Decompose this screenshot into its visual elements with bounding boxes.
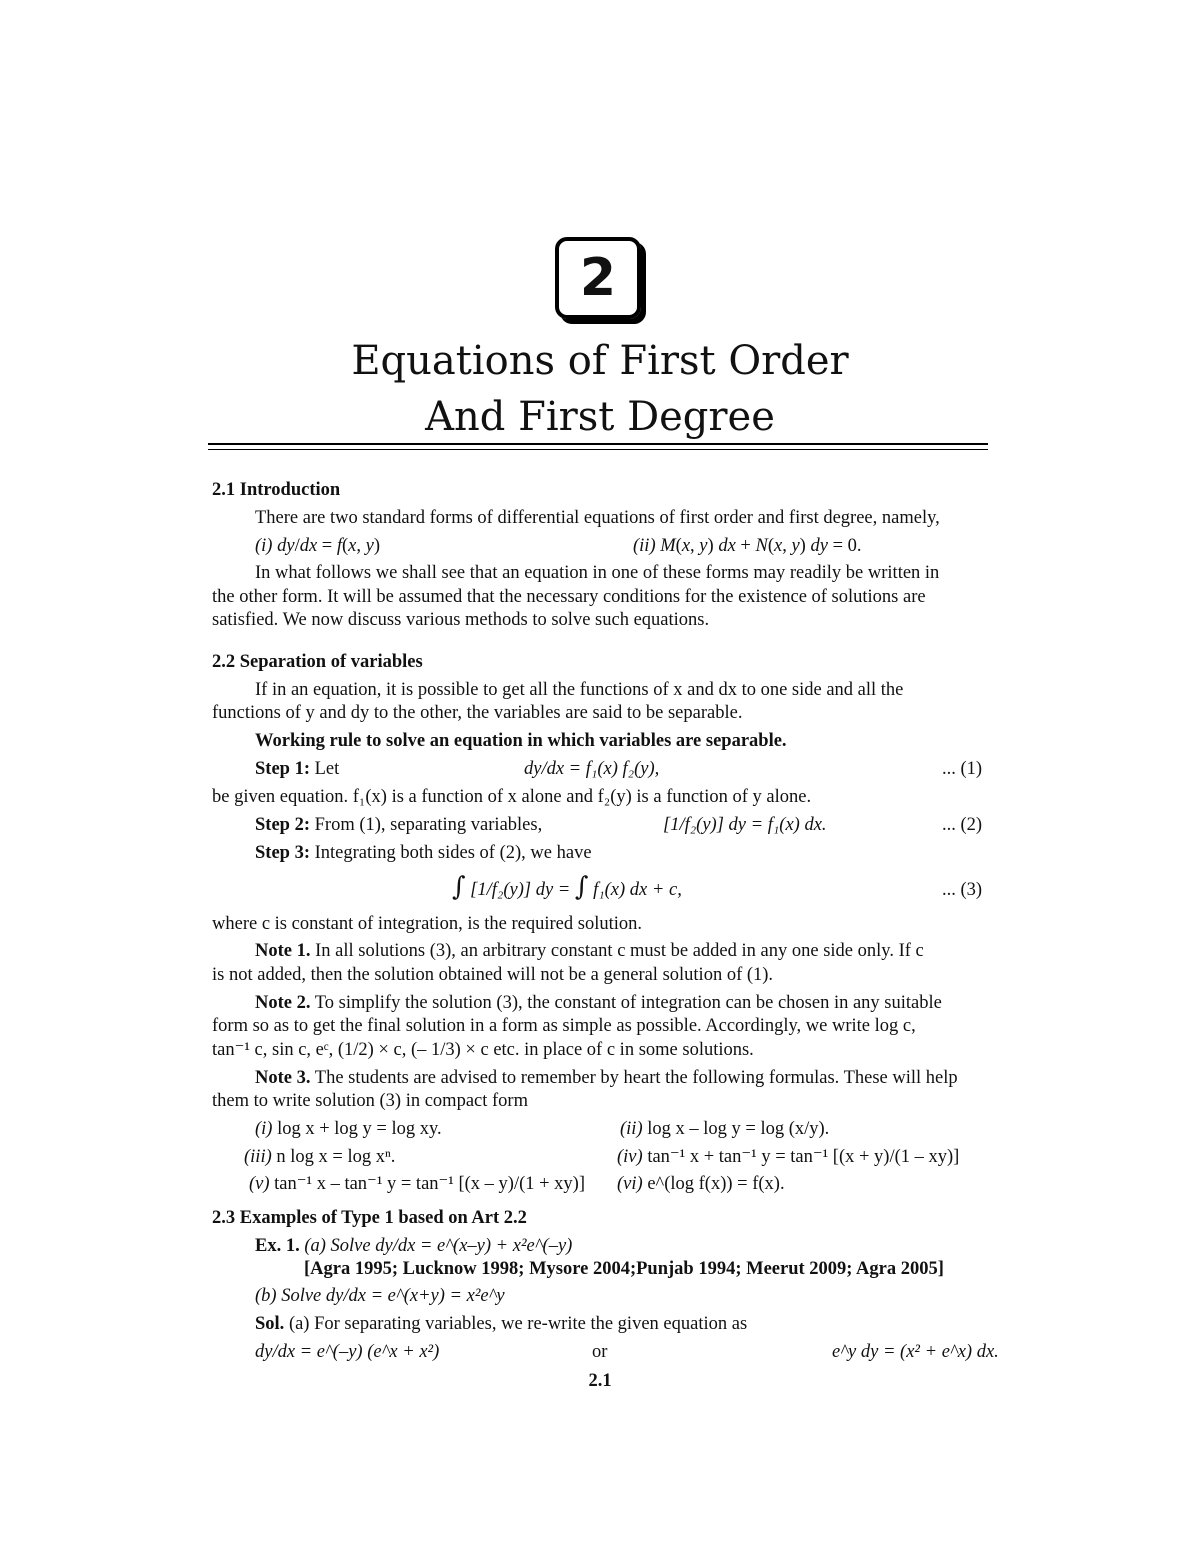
step1-label: Step 1:: [255, 759, 310, 779]
formula-text: e^(log f(x)) = f(x).: [647, 1174, 785, 1194]
note2-text: To simplify the solution (3), the constant of integration can be chosen in any suitable: [314, 993, 942, 1013]
formula-label: (vi): [617, 1174, 643, 1194]
equation-2-number: ... (2): [942, 815, 983, 835]
formula-label: (i): [255, 1119, 273, 1139]
formula-ii: [620, 1118, 829, 1140]
solution-equation-left: dy/dx = e^(–y) (e^x + x²): [255, 1342, 440, 1362]
example-1-label: Ex. 1.: [255, 1236, 300, 1256]
intro-p2-line2: the other form. It will be assumed that the necessary conditions for the existence of solutions are: [212, 587, 926, 607]
equation-1: dy/dx = f₁(x) f₂(y),: [524, 759, 660, 779]
formula-label: (ii): [620, 1119, 643, 1139]
example-1a-text: (a) Solve dy/dx = e^(x–y) + x²e^(–y): [304, 1236, 573, 1256]
formula-iii: [244, 1146, 395, 1168]
note3-text: The students are advised to remember by heart the following formulas. These will help: [314, 1068, 958, 1088]
chapter-number-box: [555, 237, 641, 319]
note2-line3: tan⁻¹ c, sin c, eᶜ, (1/2) × c, (– 1/3) × c etc. in place of c in some solutions.: [212, 1040, 754, 1060]
note2-label: Note 2.: [255, 993, 311, 1013]
step1-continuation: be given equation. f₁(x) is a function of x alone and f₂(y) is a function of y alone.: [212, 787, 812, 807]
integral-sign-icon: ∫: [452, 872, 466, 902]
note1-line2: is not added, then the solution obtained will not be a general solution of (1).: [212, 965, 774, 985]
step1-text: Let: [314, 759, 340, 779]
formula-text: tan⁻¹ x + tan⁻¹ y = tan⁻¹ [(x + y)/(1 – xy)]: [647, 1147, 960, 1167]
section-2-1-heading: 2.1 Introduction: [212, 480, 341, 500]
equation-3-number: ... (3): [942, 880, 983, 900]
solution-or: or: [592, 1342, 608, 1362]
separable-p1-line1: If in an equation, it is possible to get all the functions of x and dx to one side and all the: [255, 680, 904, 700]
step3-label: Step 3:: [255, 843, 310, 863]
step3-continuation: where c is constant of integration, is the required solution.: [212, 914, 643, 934]
integral-sign-icon: ∫: [574, 872, 589, 902]
example-1-references: [Agra 1995; Lucknow 1998; Mysore 2004;Punjab 1994; Meerut 2009; Agra 2005]: [304, 1259, 944, 1279]
formula-label: (iii): [244, 1147, 272, 1167]
intro-p2-line1: In what follows we shall see that an equation in one of these forms may readily be written in: [255, 563, 940, 583]
example-1a: [255, 1235, 572, 1257]
formula-label: (iv): [617, 1147, 643, 1167]
chapter-title-line1: Equations of First Order: [351, 338, 849, 384]
equation-1-number: ... (1): [942, 759, 983, 779]
form-ii: (ii) M(x, y) dx + N(x, y) dy = 0.: [633, 536, 862, 556]
section-2-2-heading: 2.2 Separation of variables: [212, 652, 423, 672]
formula-label: (v): [249, 1174, 270, 1194]
formula-i: [255, 1118, 442, 1140]
separable-p1-line2: functions of y and dy to the other, the variables are said to be separable.: [212, 703, 743, 723]
solution-intro: [255, 1313, 747, 1335]
title-rule-bottom: [208, 449, 988, 450]
working-rule-title: Working rule to solve an equation in which variables are separable.: [255, 731, 787, 751]
formula-text: tan⁻¹ x – tan⁻¹ y = tan⁻¹ [(x – y)/(1 + xy)]: [274, 1174, 586, 1194]
note3-label: Note 3.: [255, 1068, 311, 1088]
intro-p2-line3: satisfied. We now discuss various methods to solve such equations.: [212, 610, 710, 630]
formula-text: n log x = log xⁿ.: [276, 1147, 396, 1167]
formula-text: log x – log y = log (x/y).: [647, 1119, 830, 1139]
step1: [255, 758, 339, 780]
note3-line1: [255, 1067, 958, 1089]
chapter-title-line2: And First Degree: [425, 394, 775, 440]
solution-text: (a) For separating variables, we re-write the given equation as: [288, 1314, 748, 1334]
step2-text: From (1), separating variables,: [314, 815, 543, 835]
step2-label: Step 2:: [255, 815, 310, 835]
formula-iv: [617, 1146, 959, 1168]
example-1b-text: (b) Solve dy/dx = e^(x+y) = x²e^y: [255, 1286, 505, 1306]
step2: [255, 814, 542, 836]
equation-3-lhs: [1/f₂(y)] dy =: [470, 880, 571, 900]
step3-text: Integrating both sides of (2), we have: [314, 843, 592, 863]
note1-label: Note 1.: [255, 941, 311, 961]
equation-3: [452, 872, 682, 902]
form-i-label: (i): [255, 536, 273, 556]
intro-paragraph: There are two standard forms of differential equations of first order and first degree, namely,: [255, 508, 940, 528]
section-2-3-heading: 2.3 Examples of Type 1 based on Art 2.2: [212, 1208, 527, 1228]
equation-3-rhs: f₁(x) dx + c,: [593, 880, 682, 900]
formula-v: [249, 1173, 585, 1195]
note2-line1: [255, 992, 942, 1014]
page-number: 2.1: [588, 1371, 612, 1391]
solution-equation-right: e^y dy = (x² + e^x) dx.: [832, 1342, 999, 1362]
formula-vi: [617, 1173, 785, 1195]
form-ii-label: (ii): [633, 536, 656, 556]
title-rule-top: [208, 443, 988, 445]
note1-line1: [255, 940, 924, 962]
equation-2: [1/f₂(y)] dy = f₁(x) dx.: [663, 815, 827, 835]
note1-text: In all solutions (3), an arbitrary constant c must be added in any one side only. If c: [315, 941, 924, 961]
step3: [255, 842, 592, 864]
note2-line2: form so as to get the final solution in a form as simple as possible. Accordingly, we write log c,: [212, 1016, 916, 1036]
formula-text: log x + log y = log xy.: [277, 1119, 442, 1139]
chapter-number: 2: [579, 248, 617, 308]
form-i: (i) dy/dx = f(x, y): [255, 536, 381, 556]
note3-line2: them to write solution (3) in compact form: [212, 1091, 528, 1111]
solution-label: Sol.: [255, 1314, 285, 1334]
